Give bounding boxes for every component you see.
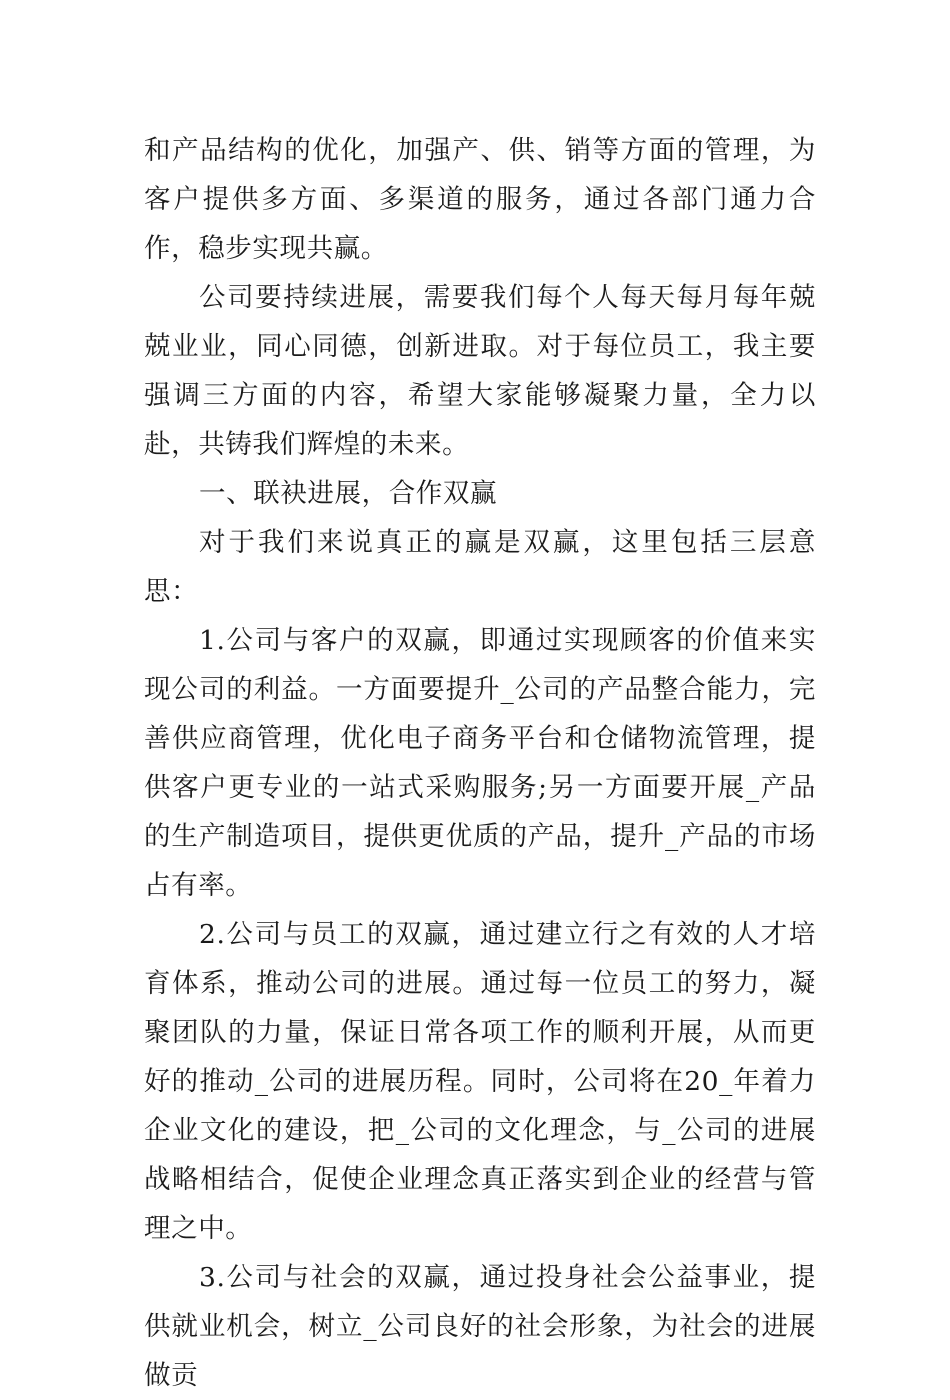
section-heading: 一、联袂进展，合作双赢 xyxy=(199,478,498,509)
paragraph-item-1: 1.公司与客户的双赢，即通过实现顾客的价值来实现公司的利益。一方面要提升_公司的产品整合能力，完善供应商管理，优化电子商务平台和仓储物流管理，提供客户更专业的一站式采购服务;另一方面要开展_产品的生产制造项目，提供更优质的产品，提升_产品的市场占有率。 xyxy=(144,625,816,901)
paragraph-item-3: 3.公司与社会的双赢，通过投身社会公益事业，提供就业机会，树立_公司良好的社会形象，为社会的进展做贡 xyxy=(144,1262,816,1391)
paragraph-2: 公司要持续进展，需要我们每个人每天每月每年兢兢业业，同心同德，创新进取。对于每位员工，我主要强调三方面的内容，希望大家能够凝聚力量，全力以赴，共铸我们辉煌的未来。 xyxy=(144,282,816,460)
paragraph-3: 对于我们来说真正的赢是双赢，这里包括三层意思： xyxy=(144,527,816,607)
paragraph-item-2: 2.公司与员工的双赢，通过建立行之有效的人才培育体系，推动公司的进展。通过每一位员工的努力，凝聚团队的力量，保证日常各项工作的顺利开展，从而更好的推动_公司的进展历程。同时，公司将在20_年着力企业文化的建设，把_公司的文化理念，与_公司的进展战略相结合，促使企业理念真正落实到企业的经营与管理之中。 xyxy=(144,919,816,1244)
paragraph-1: 和产品结构的优化，加强产、供、销等方面的管理，为客户提供多方面、多渠道的服务，通过各部门通力合作，稳步实现共赢。 xyxy=(144,135,816,264)
document-body xyxy=(144,126,816,1400)
